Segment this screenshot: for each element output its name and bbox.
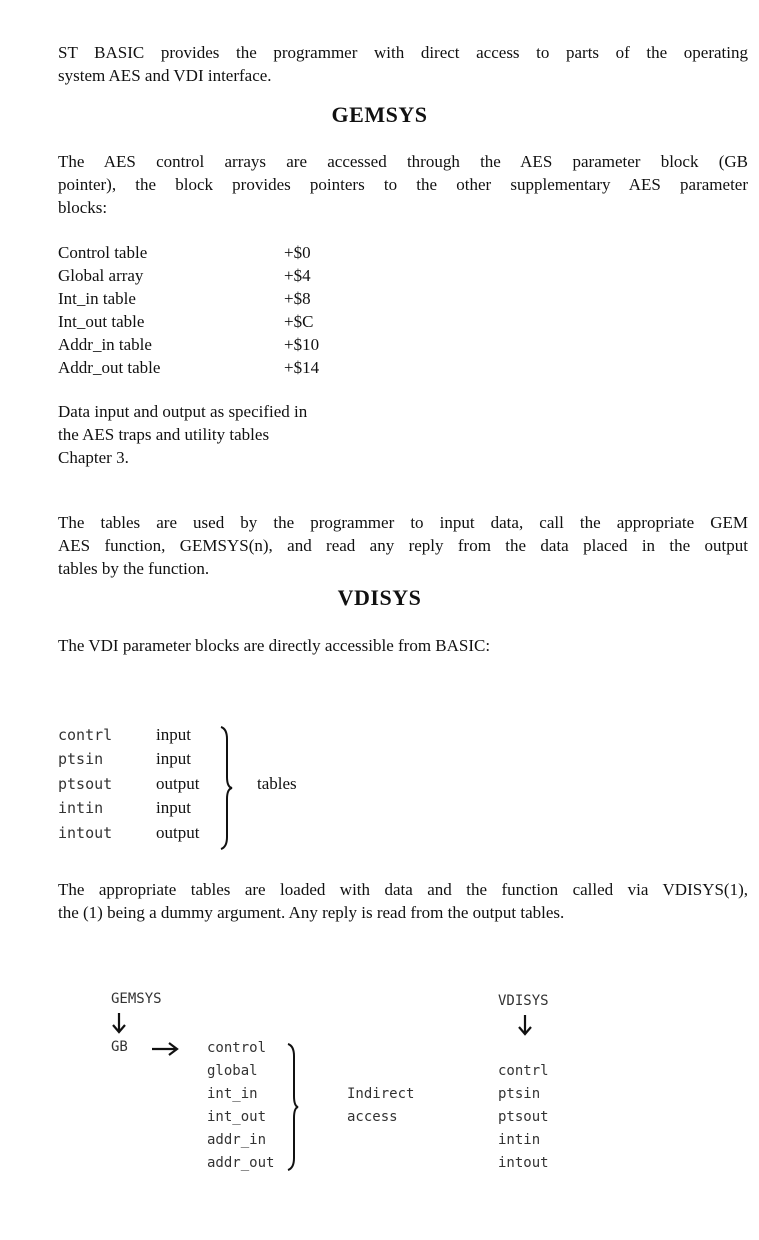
offset-name: Addr_in table [58,335,152,354]
offset-value: +$4 [284,266,311,285]
intro-line: system AES and VDI interface. [58,66,272,85]
vdi-tables-label: tables [257,774,297,793]
aes-array-name: control [207,1040,267,1056]
arrow-right-icon [150,1040,180,1058]
offset-value: +$10 [284,335,320,354]
vdisys-intro: The VDI parameter blocks are directly accessible from BASIC: [58,636,491,655]
vdi-array-name: intin [58,799,104,817]
note-line: Chapter 3. [58,448,129,467]
diagram-gemsys-label: GEMSYS [111,991,162,1007]
vdi-array-kind: output [156,774,200,793]
offset-name: Int_in table [58,289,136,308]
tables-para-line: The tables are used by the programmer to input data, call the appropriate GEM [58,513,748,532]
offset-name: Control table [58,243,148,262]
vdi-array-kind: input [156,798,191,817]
vdi-diagram-array-name: intin [498,1132,541,1148]
aes-array-name: int_out [207,1109,267,1125]
offset-value: +$C [284,312,314,331]
vdi-diagram-array-name: intout [498,1155,549,1171]
tables-paragraph [58,511,748,580]
note-line: Data input and output as specified in [58,402,308,421]
vdi-array-name: contrl [58,726,113,744]
aes-array-name: addr_out [207,1155,275,1171]
vdisys-para-line: the (1) being a dummy argument. Any reply is read from the output tables. [58,903,565,922]
vdi-array-name: ptsout [58,775,113,793]
aes-array-name: int_in [207,1086,258,1102]
vdi-array-name: ptsin [58,750,104,768]
intro-paragraph [58,41,748,87]
gemsys-para-line: blocks: [58,198,108,217]
vdisys-para-line: The appropriate tables are loaded with data and the function called via VDISYS(1), [58,880,748,899]
vdi-brace-icon [215,725,235,851]
vdi-diagram-array-name: ptsin [498,1086,541,1102]
offset-name: Global array [58,266,144,285]
gemsys-paragraph [58,150,748,219]
tables-para-line: AES function, GEMSYS(n), and read any reply from the data placed in the output [58,536,748,555]
vdi-array-kind: output [156,823,200,842]
note-paragraph [58,400,398,469]
intro-line: ST BASIC provides the programmer with direct access to parts of the operating [58,43,748,62]
diagram-gb-label: GB [111,1039,128,1055]
vdi-array-kind: input [156,749,191,768]
vdi-diagram-array-name: ptsout [498,1109,549,1125]
offset-name: Addr_out table [58,358,161,377]
tables-para-line: tables by the function. [58,559,210,578]
gemsys-para-line: The AES control arrays are accessed through the AES parameter block (GB [58,152,748,171]
vdi-array-name: intout [58,824,113,842]
offset-value: +$8 [284,289,311,308]
diagram-vdisys-label: VDISYS [498,993,549,1009]
vdisys-heading: VDISYS [337,585,422,610]
aes-array-name: global [207,1063,258,1079]
indirect-label: Indirect [347,1086,415,1102]
arrow-down-icon [110,1011,128,1035]
offset-value: +$0 [284,243,311,262]
gemsys-heading: GEMSYS [331,102,428,127]
offset-value: +$14 [284,358,320,377]
offset-name: Int_out table [58,312,145,331]
arrow-down-icon [516,1013,534,1037]
gemsys-para-line: pointer), the block provides pointers to the other supplementary AES parameter [58,175,748,194]
vdi-array-kind: input [156,725,191,744]
access-label: access [347,1109,398,1125]
note-line: the AES traps and utility tables [58,425,270,444]
vdi-diagram-array-name: contrl [498,1063,549,1079]
aes-array-name: addr_in [207,1132,267,1148]
aes-brace-icon [284,1042,302,1172]
vdisys-paragraph [58,878,748,924]
